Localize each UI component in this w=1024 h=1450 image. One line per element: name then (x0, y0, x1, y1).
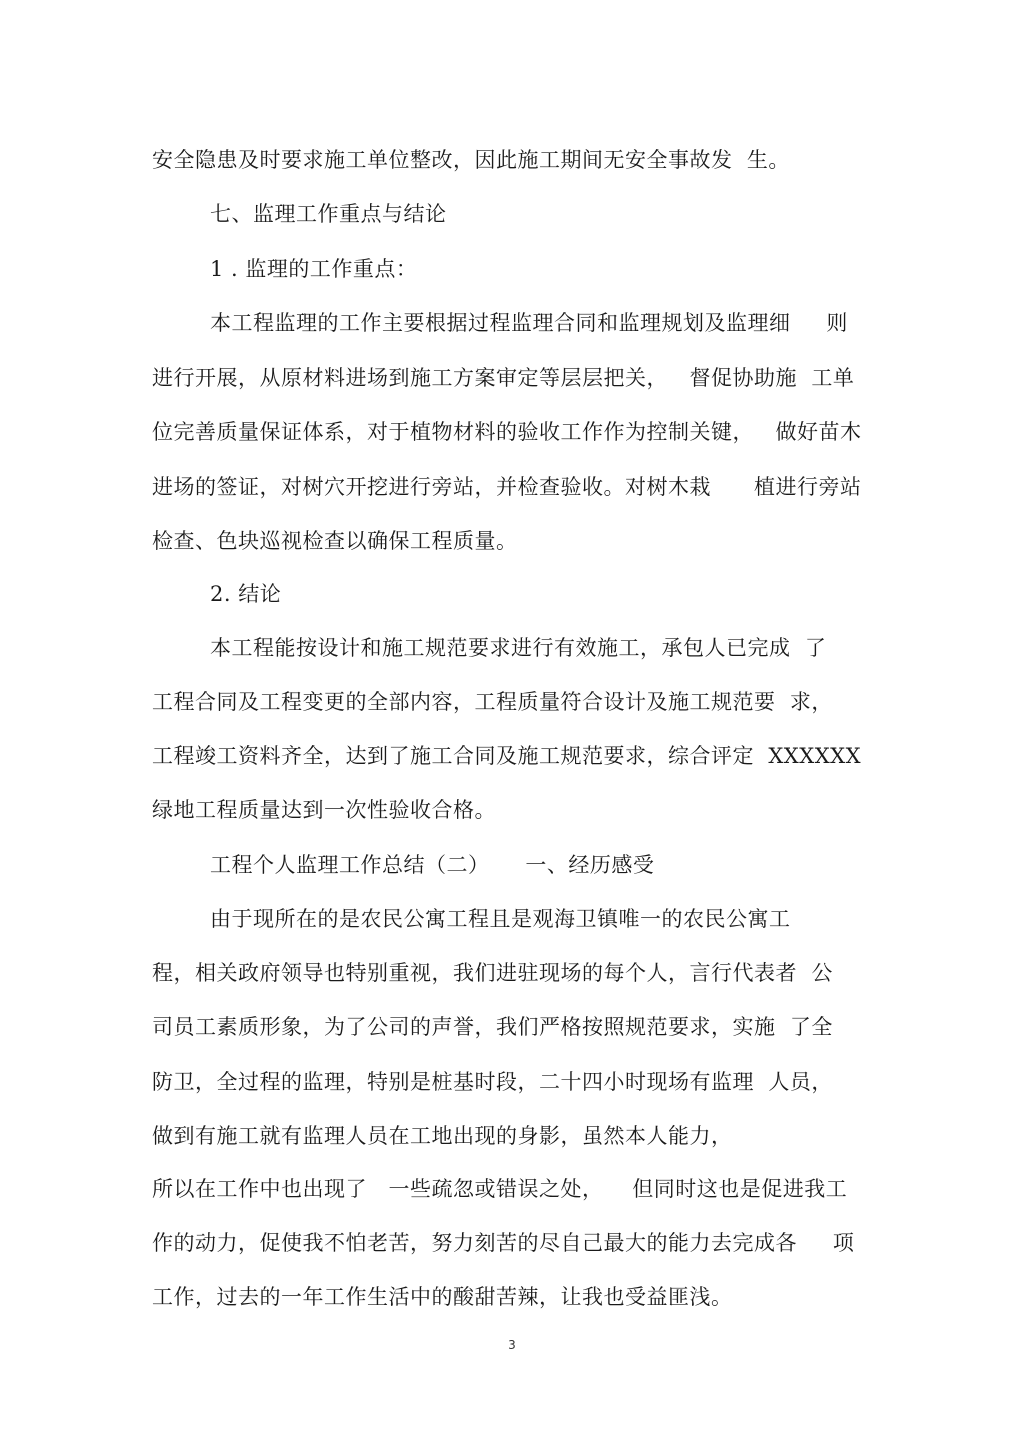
text-line-10: 本工程能按设计和施工规范要求进行有效施工，承包人已完成 了 (210, 636, 827, 660)
text-line-4: 本工程监理的工作主要根据过程监理合同和监理规划及监理细 则 (210, 311, 848, 335)
section-heading-7: 七、监理工作重点与结论 (210, 202, 447, 226)
text-line-1: 安全隐患及时要求施工单位整改，因此施工期间无安全事故发 生。 (152, 148, 790, 172)
subheading-work-focus: 1 . 监理的工作重点： (210, 257, 418, 281)
text-line-19: 做到有施工就有监理人员在工地出现的身影，虽然本人能力， (152, 1124, 733, 1148)
text-line-17: 司员工素质形象，为了公司的声誉，我们严格按照规范要求，实施 了全 (152, 1015, 833, 1039)
text-line-20: 所以在工作中也出现了 一些疏忽或错误之处， 但同时这也是促进我工 (152, 1177, 848, 1201)
text-line-21: 作的动力，促使我不怕老苦，努力刻苦的尽自己最大的能力去完成各 项 (152, 1231, 855, 1255)
text-line-22: 工作，过去的一年工作生活中的酸甜苦辣，让我也受益匪浅。 (152, 1285, 733, 1309)
text-line-15: 由于现所在的是农民公寓工程且是观海卫镇唯一的农民公寓工 (210, 907, 791, 931)
text-line-11: 工程合同及工程变更的全部内容，工程质量符合设计及施工规范要 求， (152, 690, 833, 714)
section-heading-summary-2: 工程个人监理工作总结（二） 一、经历感受 (210, 853, 655, 877)
text-line-16: 程，相关政府领导也特别重视，我们进驻现场的每个人，言行代表者 公 (152, 961, 833, 985)
text-line-5: 进行开展，从原材料进场到施工方案审定等层层把关， 督促协助施 工单 (152, 366, 855, 390)
text-line-12: 工程竣工资料齐全，达到了施工合同及施工规范要求，综合评定 XXXXXX (152, 744, 862, 768)
subheading-conclusion: 2. 结论 (210, 582, 282, 606)
text-line-7: 进场的签证，对树穴开挖进行旁站，并检查验收。对树木栽 植进行旁站 (152, 475, 862, 499)
text-line-8: 检查、色块巡视检查以确保工程质量。 (152, 529, 518, 553)
text-line-18: 防卫，全过程的监理，特别是桩基时段，二十四小时现场有监理 人员， (152, 1070, 833, 1094)
page-number: 3 (508, 1338, 516, 1352)
text-line-13: 绿地工程质量达到一次性验收合格。 (152, 798, 496, 822)
text-line-6: 位完善质量保证体系，对于植物材料的验收工作作为控制关键， 做好苗木 (152, 420, 862, 444)
